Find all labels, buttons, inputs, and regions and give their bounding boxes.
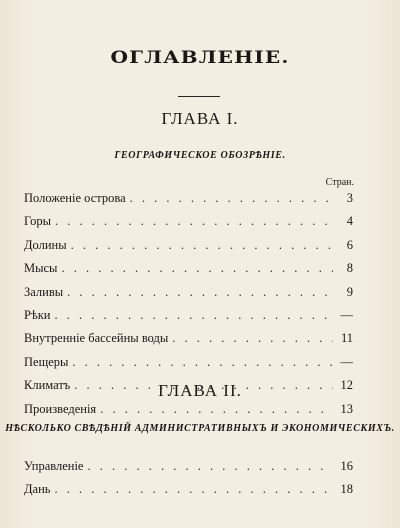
toc-entry-label: Рѣки	[24, 307, 51, 322]
toc-entry	[24, 257, 353, 280]
toc-entry	[24, 234, 353, 257]
toc-entry-label: Мысы	[24, 261, 58, 276]
dot-leader	[87, 455, 333, 478]
toc-entry-page: 6	[346, 237, 353, 252]
dot-leader	[172, 327, 333, 350]
toc-entry	[24, 187, 353, 210]
toc-entry	[24, 304, 353, 327]
toc-entry-label: Заливы	[24, 284, 64, 299]
toc-entry-page: 16	[340, 459, 353, 473]
toc-entry-page: 12	[340, 378, 353, 393]
dot-leader	[130, 187, 333, 210]
toc-entry-page: 9	[346, 284, 353, 299]
dot-leader	[55, 210, 333, 233]
toc-entry-label: Пещеры	[24, 354, 69, 369]
toc-entry-label: Горы	[24, 214, 52, 229]
dot-leader	[100, 398, 333, 421]
dot-leader	[55, 304, 333, 327]
toc-entry-page: —	[340, 354, 353, 369]
toc-entry-page: 18	[340, 482, 353, 497]
chapter-2-entries	[24, 455, 353, 502]
toc-entry-label: Положеніе острова	[24, 191, 126, 205]
chapter-2-subtitle: НѢСКОЛЬКО СВѢДѢНІЙ АДМИНИСТРАТИВНЫХЪ И ЭКОНОМИЧЕСКИХЪ.	[5, 423, 395, 434]
toc-entry	[24, 351, 353, 374]
dot-leader	[71, 234, 333, 257]
toc-entry-label: Управленіе	[24, 459, 84, 473]
toc-entry-page: 8	[346, 261, 353, 276]
toc-entry-page: —	[340, 307, 353, 322]
toc-entry	[24, 281, 353, 304]
toc-entry-page: 4	[346, 214, 353, 229]
toc-entry-label: Климатъ	[24, 378, 71, 393]
toc-entry-page: 11	[340, 331, 353, 346]
chapter-1-title: ГЛАВА I.	[161, 109, 239, 128]
toc-entry-label: Внутренніе бассейны воды	[24, 331, 169, 346]
dot-leader	[61, 257, 333, 280]
title-divider	[178, 96, 220, 97]
toc-entry-label: Дань	[24, 482, 51, 497]
toc-entry	[24, 398, 353, 421]
toc-entry-page: 13	[340, 401, 353, 416]
toc-entry	[24, 455, 353, 478]
page-title: ОГЛАВЛЕНІЕ.	[110, 48, 290, 68]
dot-leader	[54, 478, 333, 501]
toc-entry	[24, 478, 353, 501]
toc-entry	[24, 327, 353, 350]
toc-entry-label: Долины	[24, 237, 67, 252]
dot-leader	[67, 281, 333, 304]
toc-entry-label: Произведенія	[24, 401, 97, 416]
toc-entry-page: 3	[346, 191, 353, 205]
chapter-1-subtitle: ГЕОГРАФИЧЕСКОЕ ОБОЗРѢНІЕ.	[114, 150, 286, 161]
toc-entry	[24, 210, 353, 233]
chapter-2-title: ГЛАВА II.	[158, 381, 242, 400]
dot-leader	[72, 351, 333, 374]
page-column-label: Стран.	[325, 177, 354, 188]
